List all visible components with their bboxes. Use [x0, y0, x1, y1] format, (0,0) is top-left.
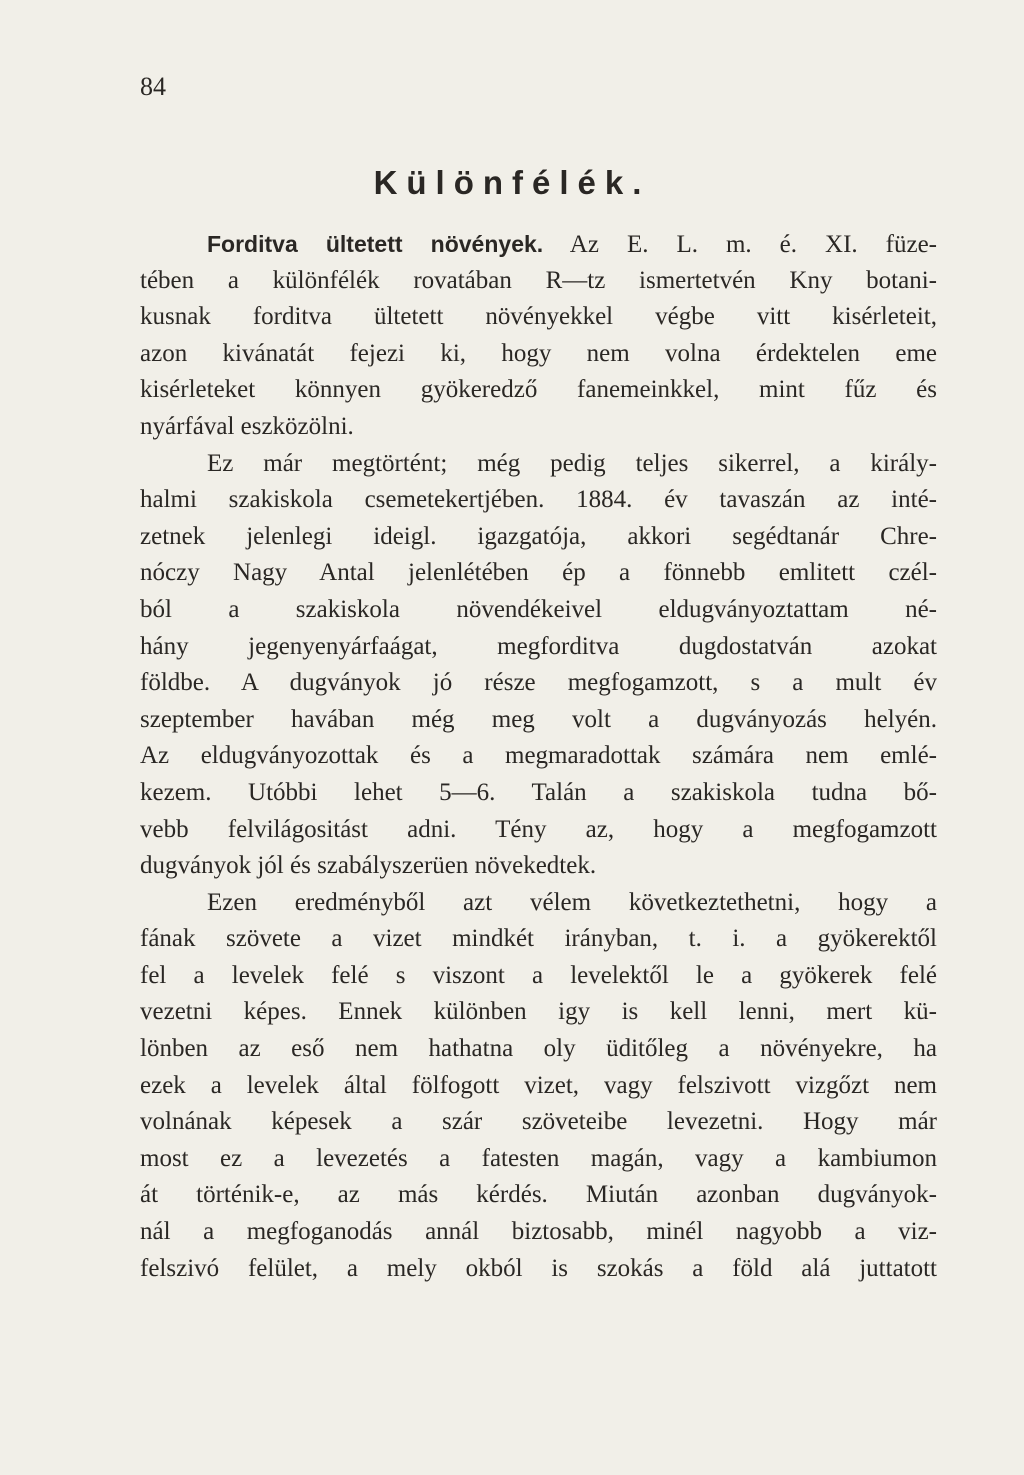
text-line: át történik-e, az más kérdés. Miután azonban dugványok-: [140, 1181, 937, 1209]
text-line: kusnak forditva ültetett növényekkel végbe vitt kisérleteit,: [140, 303, 937, 331]
text-line: halmi szakiskola csemetekertjében. 1884. év tavaszán az inté-: [140, 486, 937, 514]
paragraph-2: [140, 446, 937, 885]
text-line: fának szövete a vizet mindkét irányban, t. i. a gyökerektől: [140, 925, 937, 953]
section-title: Különfélék.: [373, 164, 651, 201]
text-line: zetnek jelenlegi ideigl. igazgatója, akkori segédtanár Chre-: [140, 522, 937, 550]
article-body: [140, 226, 937, 1287]
text-line: fel a levelek felé s viszont a levelektől le a gyökerek felé: [140, 961, 937, 989]
text-line: most ez a levezetés a fatesten magán, vagy a kambiumon: [140, 1144, 937, 1172]
text-line: felszivó felület, a mely okból is szokás a föld alá juttatott: [140, 1254, 937, 1282]
page-number: 84: [140, 72, 166, 101]
text-line: lönben az eső nem hathatna oly üditőleg a növényekre, ha: [140, 1035, 937, 1063]
article-heading: Forditva ültetett növények.: [207, 231, 544, 257]
text-line: hány jegenyenyárfaágat, megforditva dugdostatván azokat: [140, 632, 937, 660]
text-line: ból a szakiskola növendékeivel eldugványoztattam né-: [140, 595, 937, 623]
text-line: nál a megfoganodás annál biztosabb, minél nagyobb a viz-: [140, 1218, 937, 1246]
text-line: vezetni képes. Ennek különben igy is kell lenni, mert kü-: [140, 998, 937, 1026]
text-line: ezek a levelek által fölfogott vizet, vagy felszivott vizgőzt nem: [140, 1071, 937, 1099]
text-line-content: Az E. L. m. é. XI. füze-: [569, 231, 937, 258]
text-line: nyárfával eszközölni.: [140, 412, 354, 440]
text-line: Az eldugványozottak és a megmaradottak számára nem emlé-: [140, 742, 937, 770]
text-line: kezem. Utóbbi lehet 5—6. Talán a szakiskola tudna bő-: [140, 778, 937, 806]
text-line: tében a különfélék rovatában R—tz ismertetvén Kny botani-: [140, 266, 937, 294]
text-line: szeptember havában még meg volt a dugványozás helyén.: [140, 705, 937, 733]
text-line: azon kivánatát fejezi ki, hogy nem volna érdektelen eme: [140, 339, 937, 367]
paragraph-3: [140, 885, 937, 1288]
text-line: vebb felvilágositást adni. Tény az, hogy a megfogamzott: [140, 815, 937, 843]
text-line: volnának képesek a szár szöveteibe levezetni. Hogy már: [140, 1108, 937, 1136]
paragraph-1: [140, 226, 937, 446]
text-line: Ez már megtörtént; még pedig teljes sikerrel, a király-: [207, 449, 937, 477]
text-line: kisérleteket könnyen gyökeredző fanemeinkkel, mint fűz és: [140, 376, 937, 404]
text-line: Ezen eredményből azt vélem következtethetni, hogy a: [207, 888, 937, 916]
text-line: földbe. A dugványok jó része megfogamzott, s a mult év: [140, 669, 937, 697]
text-line: [140, 226, 937, 263]
text-line: dugványok jól és szabályszerüen növekedtek.: [140, 852, 597, 880]
text-line: nóczy Nagy Antal jelenlétében ép a fönnebb emlitett czél-: [140, 559, 937, 587]
